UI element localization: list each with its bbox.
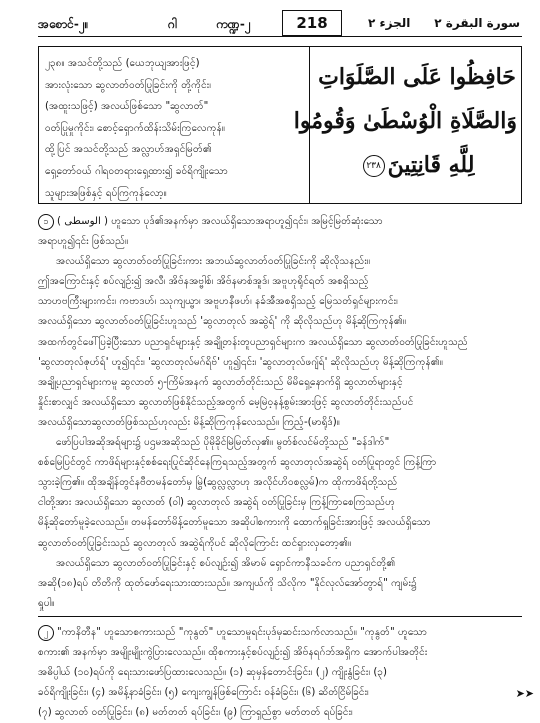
note-line: ဆွလာတ်ဝတ်ပြုခြင်းသည် ဆွလာတုလ် အဆွဲရ်ကိုပင် ဆိုလိုကြောင်း ထင်ရှားလှတော့၏။ (38, 537, 352, 549)
note-line: ဖော်ပြပါအဆိုအရ်များ၌ ပဌမအဆိုသည် ပိုမိုခိုင်မြဲမြတ်လှ၏။ မွတ်စ်လင်မ်တို့သည် "ခန်ဒါက်" (56, 437, 390, 449)
translation-line: ထို့ပြင် အသင်တို့သည် အလ္လာဟ်အရှင်မြတ်၏ (45, 144, 212, 156)
note-line: ( الوسطى ) ဟူသော ပုဒ်၏အနက်မှာ အလယ်ရှိသောအရာဟူ၍၎င်း၊ အမြင့်မြတ်ဆုံးသော (57, 216, 383, 227)
translation-line: သူများအဖြစ်နှင့် ရပ်ကြကုန်လော့။ (45, 187, 167, 199)
note-line: ရှုပါ။ (38, 597, 55, 609)
translation-line: ရှေ့တော်ဝယ် ဂါရဝတရားရှေ့ထား၍ ခဝ်ရိကျိုးသော (45, 165, 228, 177)
arabic-line-3 (317, 143, 517, 187)
arabic-verse (293, 55, 517, 195)
note-line: နှိုင်းစာလျှင် အလယ်ရှိသော ဆွလာတ်ဖြစ်နိုင်သည့်အတွက် မေ့မြဲဝ့နန့်စွမ်းအားဖြင့် ဆွလာတ်တိုင်းသည်ပင် (38, 396, 414, 408)
note-line: အချို့ပညာရှင်များကမူ ဆွလာတ် ၅-ကြိမ်အနက် ဆွလာတ်တိုင်းသည် မိမိရှေ့နောက်ရှိ ဆွလာတ်များနှင့် (38, 376, 403, 388)
book-label: အစောင်-၂။ (38, 17, 89, 31)
continue-arrow-icon: ➤➤ (515, 687, 534, 700)
note-line: အလယ်ရှိသော ဆွလာတ်ဝတ်ပြုခြင်းကား အဘယ်ဆွလာတ်ဝတ်ပြုခြင်းကို ဆိုလိုသနည်း။ (56, 256, 371, 268)
note-line: အရာဟူ၍၎င်း ဖြစ်သည်။ (38, 236, 129, 248)
note-line: ငါတို့အား အလယ်ရှိသော ဆွလာတ် (ဝါ) ဆွလာတုလ် အဆွဲရ် ဝတ်ပြုခြင်းမှ ကြန့်ကြာစေကြသည်ဟု (38, 497, 396, 509)
note-line: ခဝ်ရိကျိုးခြင်း၊ (၄) အမိန့်နာခံခြင်း၊ (၅) ကျေးကျွန်ဖြစ်ကြောင်း ဝန်ခံခြင်း၊ (၆) ဆိတ်ငြိမ်ခြင်း၊ (38, 687, 369, 699)
page-number: 218 (282, 10, 342, 36)
juz-label: الجزء ٢ (368, 16, 411, 30)
arabic-line: لِلَّهِ قَانِتِينَ (387, 152, 475, 178)
note-line: အလယ်ရှိသော ဆွလာတ်ဝတ်ပြုခြင်းဟူသည် 'ဆွလာတုလ် အဆွဲရ်' ကို ဆိုလိုသည်ဟု မိန့်ဆိုကြကုန်၏။ (38, 316, 407, 328)
note1-first-line (38, 212, 522, 232)
arabic-line: حَافِظُوا عَلَى الصَّلَوَاتِ (318, 64, 516, 90)
part-label: ကဏ္ဍ-၂ (216, 17, 251, 31)
verse-box (38, 46, 522, 204)
footnote-separator (38, 616, 522, 617)
note-line: "ကာနိတီန" ဟူသောစကားသည် "ကုနွတ်" ဟူသောမူရင်းပုဒ်မှဆင်းသက်လာသည်။ "ကုနွတ်" ဟူသော (57, 626, 428, 638)
footnote-marker: ၁ (38, 214, 54, 230)
note-line: အဆို(၁၈)ရပ် တိတိကို ထုတ်ဖော်ရေးသားထားသည်။ အကျယ်ကို သိလိုက "နိုင်လုလ်အော်တွာရ်" ကျမ်း၌ (38, 577, 417, 589)
note2-first-line (38, 623, 522, 643)
note-line: (၇) ဆွလာတ် ဝတ်ပြုခြင်း၊ (၈) မတ်တတ် ရပ်ခြင်း၊ (၉) ကြာရှည်စွာ မတ်တတ် ရပ်ခြင်း၊ (38, 707, 353, 719)
header-rule (38, 36, 522, 37)
arabic-line: وَالصَّلَاةِ الْوُسْطَىٰ وَقُومُوا (293, 108, 517, 134)
note-line: အထက်တွင်ဖေါ်ပြခဲ့ပြီးသော ပညာရှင်များနှင့် အချို့တန်းတူပညာရှင်များက အလယ်ရှိသော ဆွလာတ်ဝတ်ပြုခြင်းဟူသည် (38, 336, 468, 348)
note-line: စကား၏ အနက်မှာ အမျိုးမျိုးကွဲပြားလေသည်။ ထိုစကားနှင့်စပ်လျဉ်း၍ အိဗ်နရဂ်ဘ်အရှိက အောက်ပါအတိုင်း (38, 646, 428, 658)
commentary (38, 212, 522, 723)
translation-line: ဝတ်ပြုမှုကိုင်း၊ စောင့်ရှောက်ထိန်းသိမ်းကြလေကုန်။ (45, 122, 225, 134)
note-line: 'ဆွလာတုလ်ဇုဟ်ရ်' ဟူ၍၎င်း၊ 'ဆွလာတုလ်မဂ်ရိဗ်' ဟူ၍၎င်း၊ 'ဆွလာတုလ်ဖဂျ်ရ်' ဆိုလိုသည်ဟု မိန့်ဆိုကြကုန်၏။ (38, 356, 443, 368)
note-line: အလယ်ရှိသော ဆွလာတ်ဝတ်ပြုခြင်းနှင့် စပ်လျဉ်း၍ အိမာမ် ရှောင်ကာနီသခင်က ပညာရှင်တို့၏ (56, 557, 396, 569)
note-line: မိန့်ဆိုတော်မူခဲ့လေသည်။ တမန်တော်မိန့်တော်မူသော အဆိုပါစကားကို ထောက်ရှုခြင်းအားဖြင့် အလယ်ရှိသော (38, 517, 431, 529)
note-line: ဤအကြောင်းနှင့် စပ်လျဉ်း၍ အလီ၊ အိဗ်နအဗ္ဗါစ်၊ အိဗ်နမာစ်အူဒ်၊ အဗူဟုရိုင်ရတ် အစရှိသည့် (38, 276, 369, 288)
note-line: သာဟဗကြီးများကင်း၊ ကဗာဒဟ်၊ ဿုကျယ္ဗာ၊ အဗူဟနီဖဟ်၊ နခ်အီအစရှိသည့် မြေသတ်ရှင်များကင်း၊ (38, 296, 398, 308)
translation-line: (အထူးသဖြင့်) အလယ်ဖြစ်သော "ဆွလာတ်" (45, 101, 209, 113)
verse-translation (45, 53, 303, 204)
surah-label: سورة البقرة ٢ (434, 16, 520, 30)
ayah-number-mark: ٢٣٨ (363, 155, 385, 177)
note-line: စစ်မြေပြင်တွင် ကာဖိရ်များနှင့်စစ်ရေးပြုင်ဆိုင်နေကြရသည့်အတွက် ဆွလာတုလ်အဆွဲရ် ဝတ်ပြုရာတွင် ကြန့်ကြာ (38, 457, 437, 469)
translation-line: အားလုံးသော ဆွလာတ်ဝတ်ပြုခြင်းကို တို့ကိုင်း၊ (45, 79, 211, 91)
gloss-label: ဂါ (168, 17, 177, 31)
page-header (38, 10, 522, 38)
footnote-marker: ၂ (38, 625, 54, 641)
note-line: အဓိပ္ပါယ် (၁၀)ရပ်ကို ရေးသားဖော်ပြထားလေသည်။ (၁) ဆုမှန်တောင်းခြင်း၊ (၂) ကျိုးနွံခြင်း၊ (၃) (38, 667, 388, 679)
note-line: အလယ်ရှိသောဆွလာတ်ဖြစ်သည်ဟုလည်း မိန့်ဆိုကြကုန်လေသည်။ ကြည့်-(မာရိုဒ်)။ (38, 416, 340, 428)
translation-line: ၂၃၈။ အသင်တို့သည် (ယေဘုယျအားဖြင့်) (45, 58, 200, 69)
note-line: သွားခဲ့ကြ၏။ ထိုအချိန်တွင်နဗီတမန်တော်မှ မြွဲ(ဆွလ္လလ္လာဟု အလိုင်ဟိဝစလ္လမ်)က ထိုကာဖိရ်တို့သည် (38, 477, 398, 489)
